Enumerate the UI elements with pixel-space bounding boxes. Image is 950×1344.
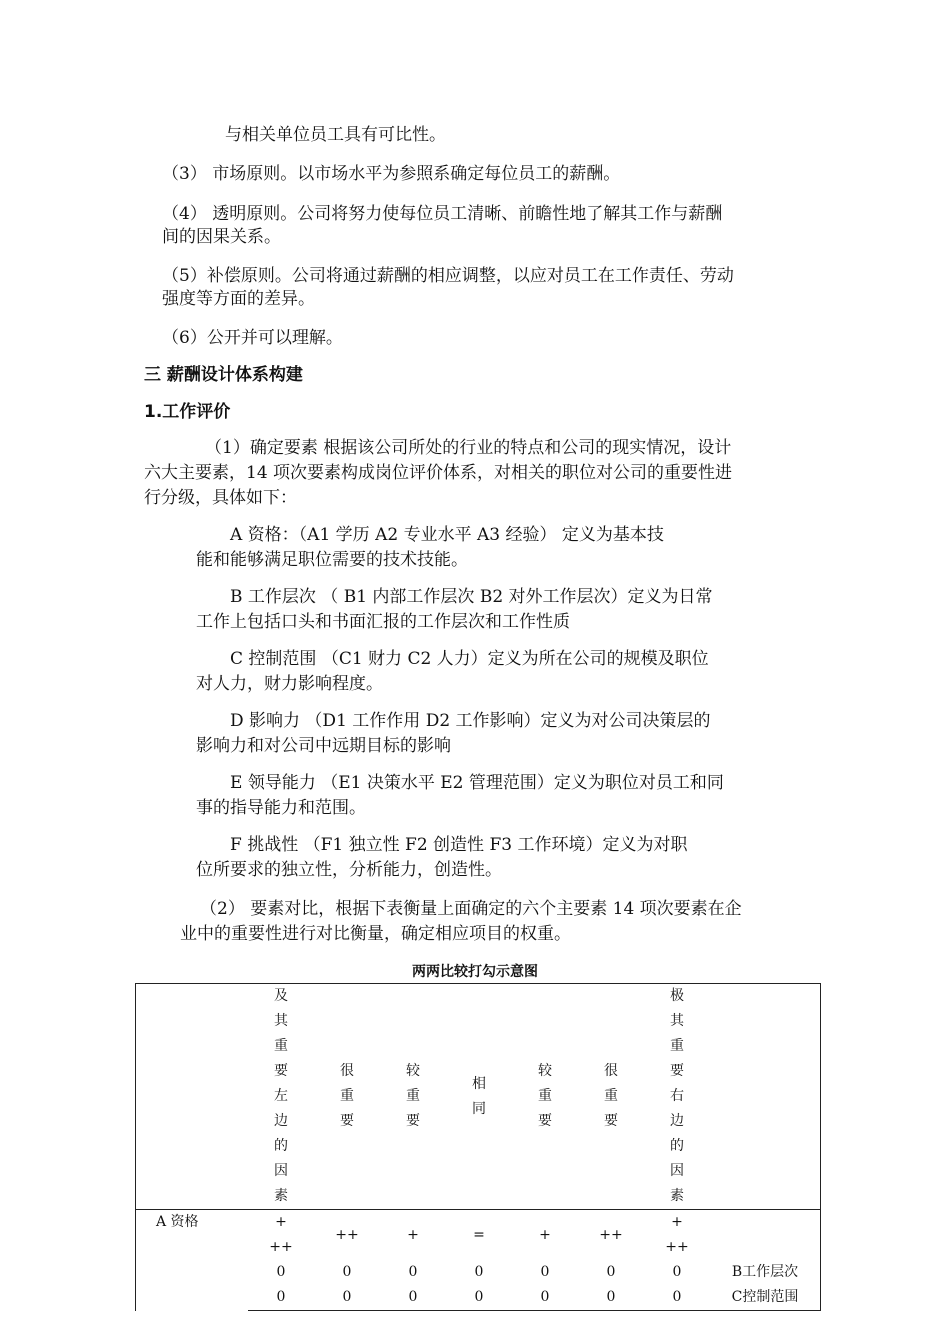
paragraph-line: 工作上包括口头和书面汇报的工作层次和工作性质 [196, 612, 570, 632]
factor-e: E 领导能力 （E1 决策水平 E2 管理范围）定义为职位对员工和同 [230, 773, 724, 793]
header-cell: 很重要 [314, 984, 380, 1210]
paragraph-line: 六大主要素，14 项次要素构成岗位评价体系，对相关的职位对公司的重要性进 [144, 463, 733, 483]
header-cell: 极其重要右边的因素 [644, 984, 710, 1210]
paragraph-line: 能和能够满足职位需要的技术技能。 [196, 550, 468, 570]
table-cell: C控制范围 [710, 1285, 821, 1311]
table-cell: 0 [540, 1264, 550, 1280]
header-cell [710, 984, 821, 1210]
principle-compensation: （5）补偿原则。公司将通过薪酬的相应调整，以应对员工在工作责任、劳动 [162, 266, 734, 286]
paragraph-line: （1）确定要素 根据该公司所处的行业的特点和公司的现实情况，设计 [205, 438, 732, 458]
factor-a: A 资格：（A1 学历 A2 专业水平 A3 经验） 定义为基本技 [230, 525, 664, 545]
table-cell: + ++ [269, 1214, 293, 1255]
factor-comparison: （2） 要素对比，根据下表衡量上面确定的六个主要素 14 项次要素在企 [200, 899, 742, 919]
principle-market: （3） 市场原则。以市场水平为参照系确定每位员工的薪酬。 [162, 164, 621, 184]
paragraph-line: 行分级，具体如下： [144, 488, 297, 508]
paragraph-line: 与相关单位员工具有可比性。 [225, 125, 446, 145]
table-cell: = [473, 1226, 485, 1243]
table-row [136, 1210, 821, 1261]
header-cell: 较重要 [512, 984, 578, 1210]
table-cell [136, 1285, 249, 1311]
factor-f: F 挑战性 （F1 独立性 F2 创造性 F3 工作环境）定义为对职 [230, 835, 688, 855]
section-heading: 三 薪酬设计体系构建 [144, 365, 303, 385]
table-cell: + [539, 1226, 551, 1243]
table-cell: 0 [512, 1285, 578, 1311]
header-cell: 较重要 [380, 984, 446, 1210]
paragraph-line: 间的因果关系。 [162, 227, 281, 247]
table-cell: 0 [342, 1264, 352, 1280]
paragraph-line: 位所要求的独立性，分析能力，创造性。 [196, 860, 502, 880]
table-cell: 0 [644, 1285, 710, 1311]
table-cell: 0 [606, 1264, 616, 1280]
factor-b: B 工作层次 （ B1 内部工作层次 B2 对外工作层次）定义为日常 [230, 587, 713, 607]
paragraph-line: 业中的重要性进行对比衡量，确定相应项目的权重。 [180, 924, 571, 944]
table-cell: 0 [446, 1285, 512, 1311]
paragraph-line: 事的指导能力和范围。 [196, 798, 366, 818]
subsection-heading: 1.工作评价 [144, 402, 231, 422]
table-header-row [136, 984, 821, 1210]
header-cell [136, 984, 249, 1210]
paragraph-line: 强度等方面的差异。 [162, 289, 315, 309]
table-cell: 0 [276, 1264, 286, 1280]
pairwise-comparison-table [135, 983, 821, 1311]
principle-transparency: （4） 透明原则。公司将努力使每位员工清晰、前瞻性地了解其工作与薪酬 [162, 204, 723, 224]
table-cell: 0 [474, 1264, 484, 1280]
header-cell: 相同 [446, 984, 512, 1210]
factor-d: D 影响力 （D1 工作作用 D2 工作影响）定义为对公司决策层的 [230, 711, 711, 731]
paragraph-line: 对人力，财力影响程度。 [196, 674, 383, 694]
table-cell: 0 [578, 1285, 644, 1311]
table-row [136, 1285, 821, 1311]
table-cell [710, 1210, 821, 1261]
principle-openness: （6）公开并可以理解。 [162, 328, 343, 348]
table-cell: ++ [599, 1226, 623, 1243]
table-cell: 0 [672, 1264, 682, 1280]
header-cell: 很重要 [578, 984, 644, 1210]
table-caption: 两两比较打勾示意图 [412, 964, 538, 980]
paragraph-line: 影响力和对公司中远期目标的影响 [196, 736, 451, 756]
table-cell [136, 1260, 249, 1285]
header-cell: 及其重要左边的因素 [248, 984, 314, 1210]
table-cell: B工作层次 [710, 1260, 821, 1285]
table-cell: 0 [408, 1264, 418, 1280]
row-label: A 资格 [136, 1210, 249, 1261]
table-cell: 0 [248, 1285, 314, 1311]
table-row [136, 1260, 821, 1285]
table-cell: + [407, 1226, 419, 1243]
table-cell: 0 [380, 1285, 446, 1311]
table-cell: + ++ [665, 1214, 689, 1255]
table-cell: ++ [335, 1226, 359, 1243]
table-cell: 0 [314, 1285, 380, 1311]
factor-c: C 控制范围 （C1 财力 C2 人力）定义为所在公司的规模及职位 [230, 649, 709, 669]
